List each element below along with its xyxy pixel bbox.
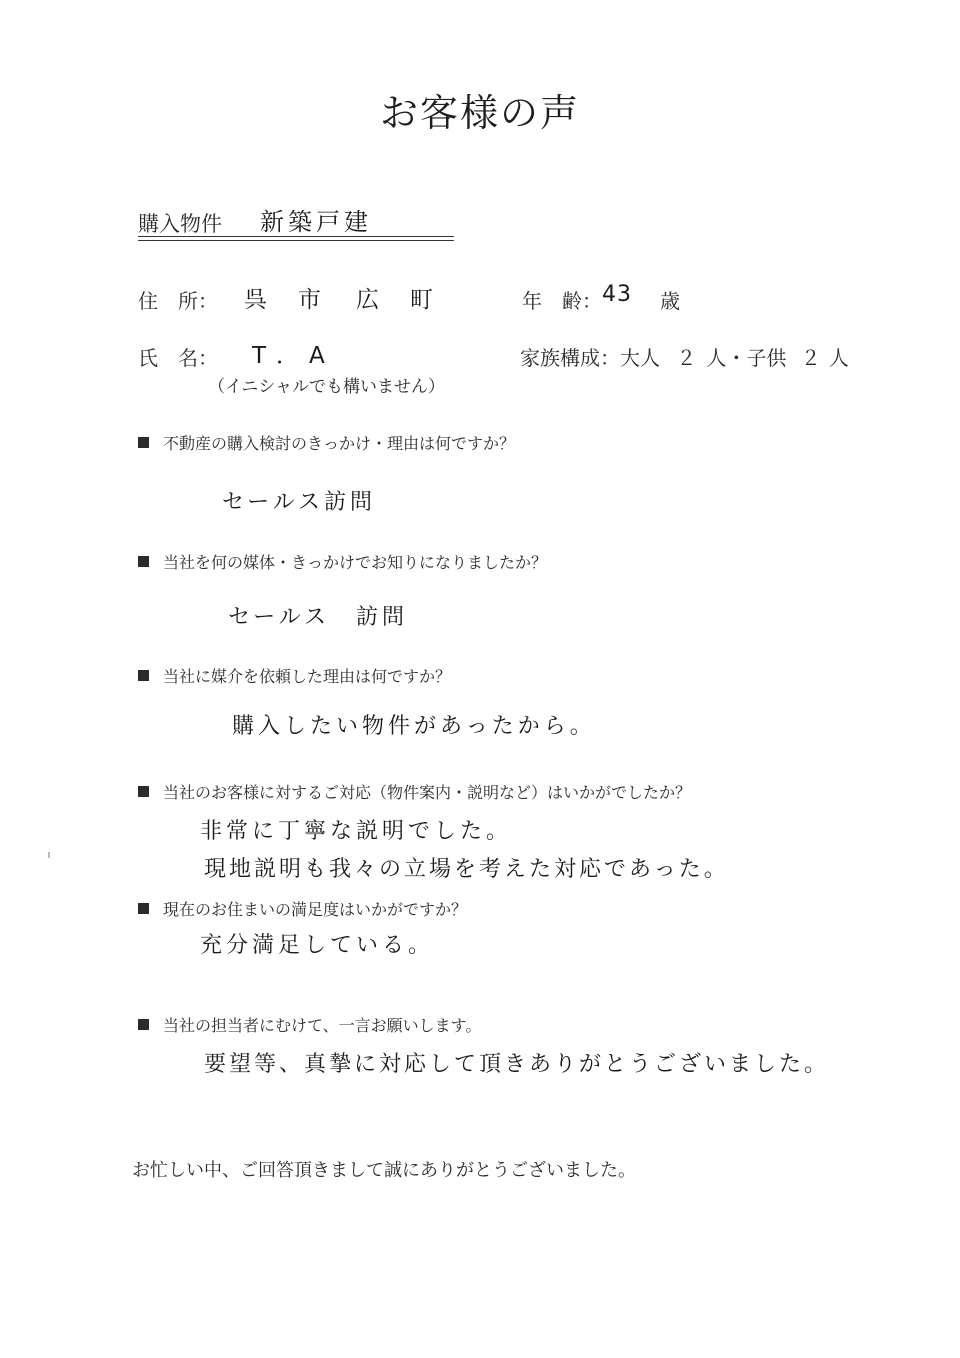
closing-message: お忙しい中、ご回答頂きまして誠にありがとうございました。 bbox=[132, 1160, 636, 1181]
age-unit: 歳 bbox=[660, 289, 680, 313]
children-count: ２ bbox=[800, 346, 821, 370]
question-4 bbox=[138, 780, 691, 803]
address-label: 住 所： bbox=[138, 289, 218, 313]
adults-count: ２ bbox=[676, 346, 697, 370]
answer-1: セールス訪問 bbox=[222, 490, 377, 515]
purchase-property-label: 購入物件 bbox=[138, 212, 222, 236]
age-value: 43 bbox=[602, 282, 632, 307]
question-6-text: 当社の担当者にむけて、一言お願いします。 bbox=[163, 1016, 482, 1035]
question-4-text: 当社のお客様に対するご対応（物件案内・説明など）はいかがでしたか？ bbox=[163, 783, 692, 802]
purchase-property-value: 新築戸建 bbox=[260, 208, 372, 236]
adults-unit: 人・ bbox=[706, 346, 747, 370]
square-bullet-icon bbox=[138, 670, 149, 681]
question-5-text: 現在のお住まいの満足度はいかがですか？ bbox=[163, 900, 468, 919]
family-label: 家族構成： bbox=[520, 346, 620, 370]
question-6 bbox=[138, 1013, 481, 1036]
scan-speck bbox=[48, 852, 50, 858]
question-3-text: 当社に媒介を依頼した理由は何ですか？ bbox=[163, 667, 452, 686]
address-city: 呉 市 bbox=[244, 287, 325, 313]
question-1-text: 不動産の購入検討のきっかけ・理由は何ですか？ bbox=[163, 434, 516, 453]
answer-6: 要望等、真摯に対応して頂きありがとうございました。 bbox=[204, 1052, 830, 1077]
square-bullet-icon bbox=[138, 556, 149, 567]
adults-label: 大人 bbox=[620, 346, 660, 370]
purchase-underline-double bbox=[138, 240, 454, 241]
square-bullet-icon bbox=[138, 1019, 149, 1030]
question-3 bbox=[138, 664, 451, 687]
name-value: T．A bbox=[252, 343, 335, 369]
children-unit: 人 bbox=[828, 346, 849, 370]
age-label: 年 齢： bbox=[522, 289, 602, 313]
page-title: お客様の声 bbox=[379, 91, 580, 135]
square-bullet-icon bbox=[138, 786, 149, 797]
answer-4-line-1: 非常に丁寧な説明でした。 bbox=[200, 819, 513, 844]
purchase-underline bbox=[138, 236, 454, 237]
square-bullet-icon bbox=[138, 903, 149, 914]
answer-2: セールス 訪問 bbox=[228, 605, 409, 630]
question-2 bbox=[138, 550, 547, 573]
family-composition bbox=[520, 342, 849, 371]
name-label: 氏 名： bbox=[138, 346, 218, 370]
address-town: 広 町 bbox=[356, 287, 437, 313]
name-note: （イニシャルでも構いません） bbox=[208, 377, 445, 397]
answer-3: 購入したい物件があったから。 bbox=[232, 714, 596, 739]
answer-5: 充分満足している。 bbox=[200, 933, 435, 958]
square-bullet-icon bbox=[138, 437, 149, 448]
question-2-text: 当社を何の媒体・きっかけでお知りになりましたか？ bbox=[163, 553, 548, 572]
question-1 bbox=[138, 431, 515, 454]
answer-4-line-2: 現地説明も我々の立場を考えた対応であった。 bbox=[204, 857, 729, 882]
children-label: 子供 bbox=[746, 346, 787, 370]
purchase-property-row bbox=[138, 204, 454, 240]
question-5 bbox=[138, 897, 467, 920]
